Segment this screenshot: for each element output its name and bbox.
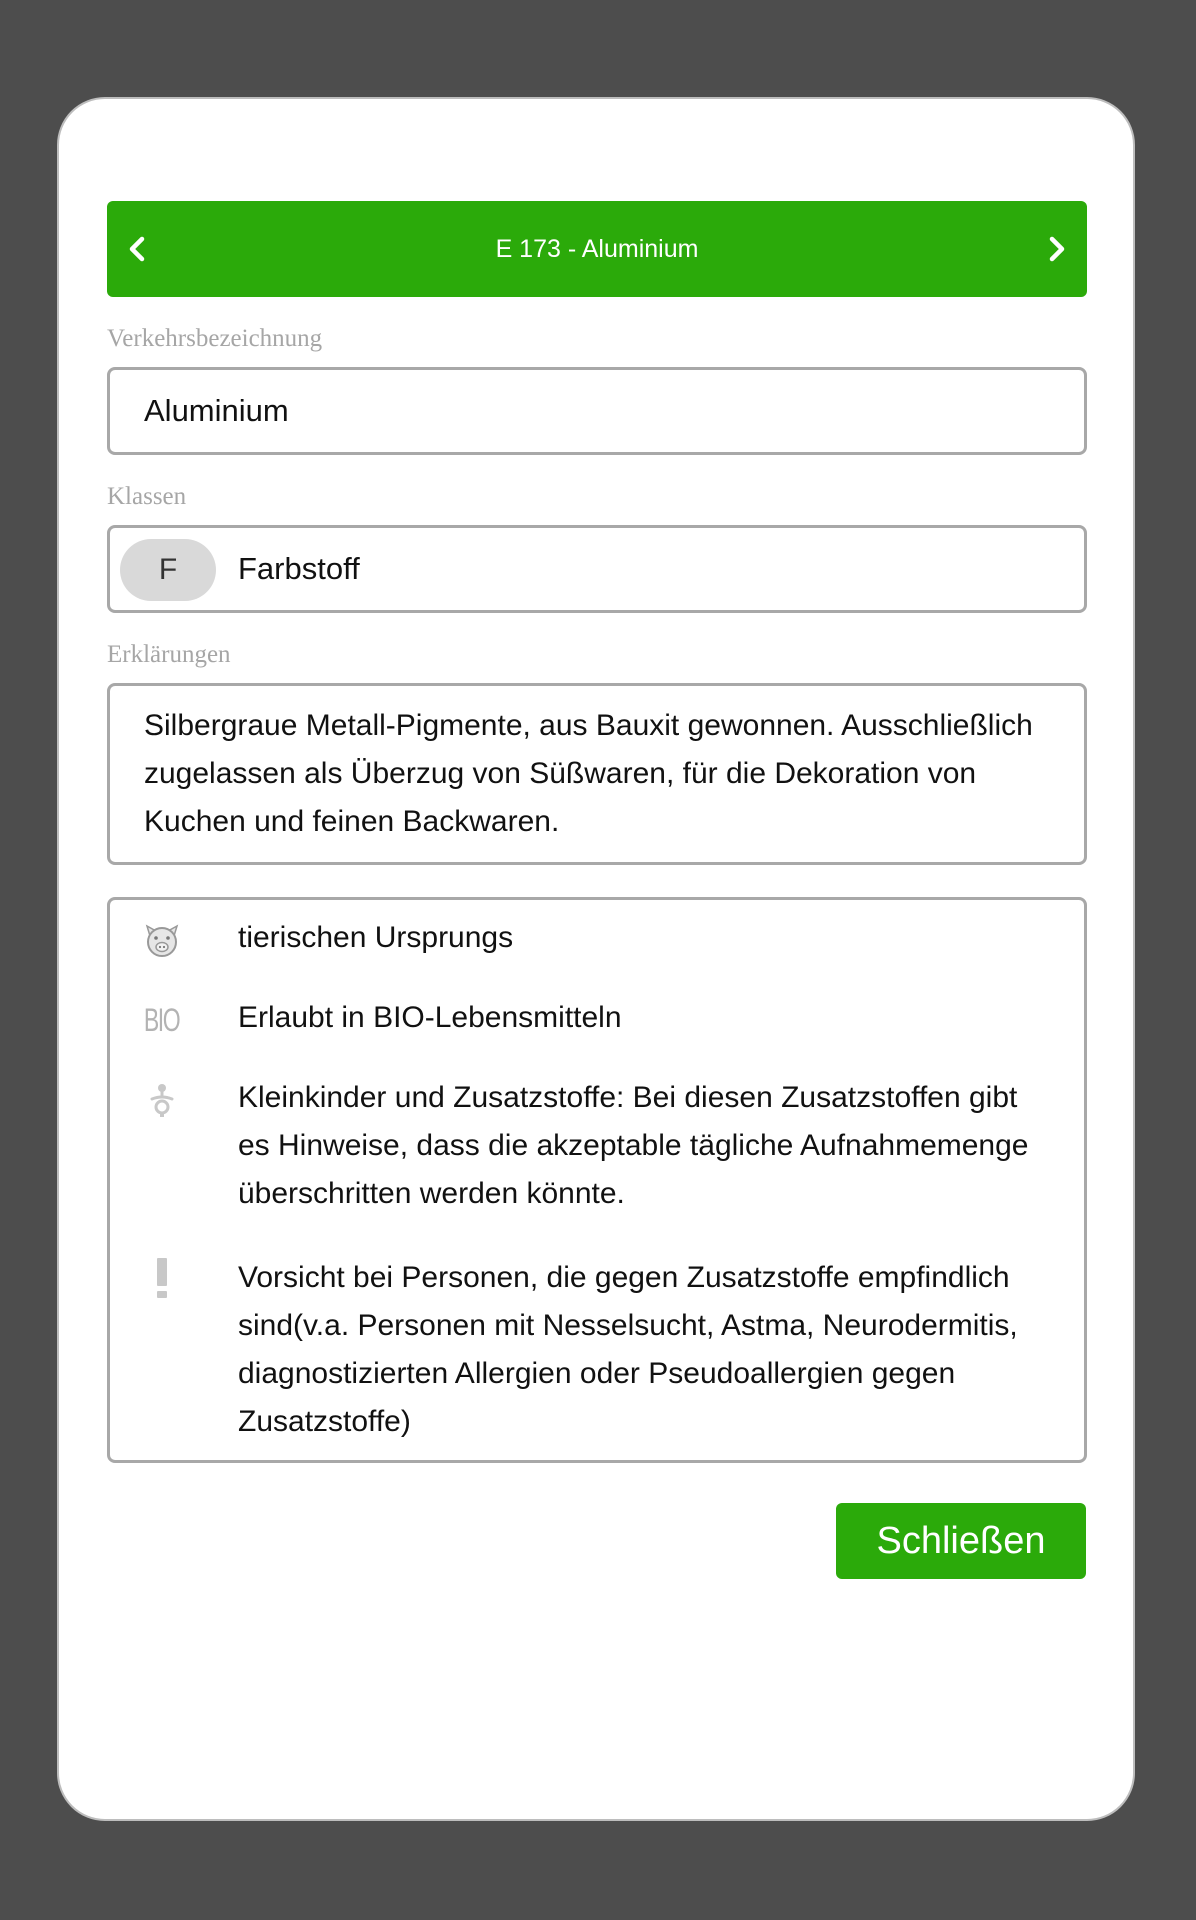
exclamation-icon xyxy=(140,1256,184,1300)
verkehrsbezeichnung-label: Verkehrsbezeichnung xyxy=(107,325,323,352)
info-item-text: tierischen Ursprungs xyxy=(238,921,514,954)
chevron-right-icon xyxy=(1047,235,1067,263)
info-list xyxy=(107,897,1087,1463)
klassen-label: Klassen xyxy=(107,483,187,510)
bio-icon xyxy=(140,998,184,1042)
erklaerungen-field xyxy=(107,683,1087,865)
klassen-field xyxy=(107,525,1087,613)
class-badge: F xyxy=(120,539,216,601)
additive-detail-dialog xyxy=(57,97,1135,1821)
verkehrsbezeichnung-value: Aluminium xyxy=(144,393,289,428)
info-item-text: Kleinkinder und Zusatzstoffe: Bei diesen Zusatzstoffen gibt es Hinweise, dass die akzeptable tägliche Aufnahmemenge überschritten werden könnte. xyxy=(238,1081,1029,1210)
additive-header xyxy=(107,201,1087,297)
additive-title: E 173 - Aluminium xyxy=(495,235,699,263)
next-additive-button[interactable] xyxy=(1027,201,1087,297)
bio-icon-text: BIO xyxy=(144,1001,180,1038)
erklaerungen-label: Erklärungen xyxy=(107,641,231,668)
erklaerungen-text: Silbergraue Metall-Pigmente, aus Bauxit gewonnen. Ausschließlich zugelassen als Überzug von Süßwaren, für die Dekoration von Kuchen und feinen Backwaren. xyxy=(144,709,1033,838)
verkehrsbezeichnung-field xyxy=(107,367,1087,455)
info-item-text: Vorsicht bei Personen, die gegen Zusatzstoffe empfindlich sind(v.a. Personen mit Nesselsucht, Astma, Neurodermitis, diagnostizierten Allergien oder Pseudoallergien gegen Zusatzstoffe) xyxy=(238,1261,1018,1438)
info-item-text: Erlaubt in BIO-Lebensmitteln xyxy=(238,1001,622,1034)
class-name: Farbstoff xyxy=(238,551,360,586)
baby-icon xyxy=(140,1078,184,1122)
pig-icon xyxy=(140,918,184,962)
close-button[interactable]: Schließen xyxy=(836,1503,1086,1579)
